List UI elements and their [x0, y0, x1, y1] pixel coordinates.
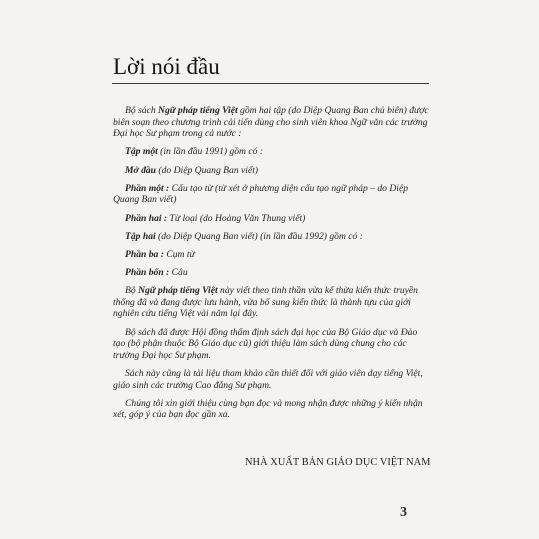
paragraph-closing: Chúng tôi xin giới thiệu cùng bạn đọc và mong nhận được những ý kiến nhận xét, góp ý của bạn đọc gần xa.: [113, 397, 423, 421]
title-underline: [112, 83, 429, 84]
paragraph-part-one: Phần một : Cấu tạo từ (từ xét ở phương diện cấu tạo ngữ pháp – do Diệp Quang Ban viết): [113, 182, 408, 206]
book-name: Ngữ pháp tiếng Việt: [138, 285, 218, 297]
paragraph-part-four: Phần bốn : Câu: [125, 267, 188, 279]
publisher-signature: NHÀ XUẤT BẢN GIÁO DỤC VIỆT NAM: [245, 457, 431, 468]
page-number: 3: [400, 505, 407, 520]
page-title: Lời nói đầu: [113, 54, 220, 79]
paragraph-part-two: Phần hai : Từ loại (do Hoàng Văn Thung viết): [125, 212, 306, 224]
preface-body: [113, 105, 431, 428]
paragraph-spirit: Bộ Ngữ pháp tiếng Việt này viết theo tinh thần vừa kế thừa kiến thức truyền thống đã và đang được lưu hành, vừa bổ sung kiến thức là thành tựu của giới nghiên cứu tiếng Việt vài năm lại đây.: [113, 285, 418, 320]
paragraph-reference: Sách này cũng là tài liệu tham khảo cần thiết đối với giáo viên dạy tiếng Việt, giáo sinh các trường Cao đẳng Sư phạm.: [113, 368, 423, 391]
paragraph-volume-one: Tập một (in lần đầu 1991) gồm có :: [125, 146, 264, 158]
book-name: Ngữ pháp tiếng Việt: [158, 105, 238, 116]
paragraph-opening: Mở đầu (do Diệp Quang Ban viết): [125, 164, 259, 176]
paragraph-intro: Bộ sách Ngữ pháp tiếng Việt gồm hai tập (do Diệp Quang Ban chủ biên) được biên soạn theo chương trình cải tiến dùng cho sinh viên khoa Ngữ văn các trường Đại học Sư phạm trong cả nước :: [113, 105, 429, 140]
paragraph-volume-two: Tập hai (do Diệp Quang Ban viết) (in lần đầu 1992) gồm có :: [125, 230, 363, 242]
paragraph-approval: Bộ sách đã được Hội đồng thẩm định sách đại học của Bộ Giáo dục và Đào tạo (bộ phận thuộc Bộ Giáo dục cũ) giới thiệu làm sách dùng chung cho các trường Đại học Sư phạm.: [113, 326, 418, 361]
paragraph-part-three: Phần ba : Cụm từ: [125, 248, 195, 260]
